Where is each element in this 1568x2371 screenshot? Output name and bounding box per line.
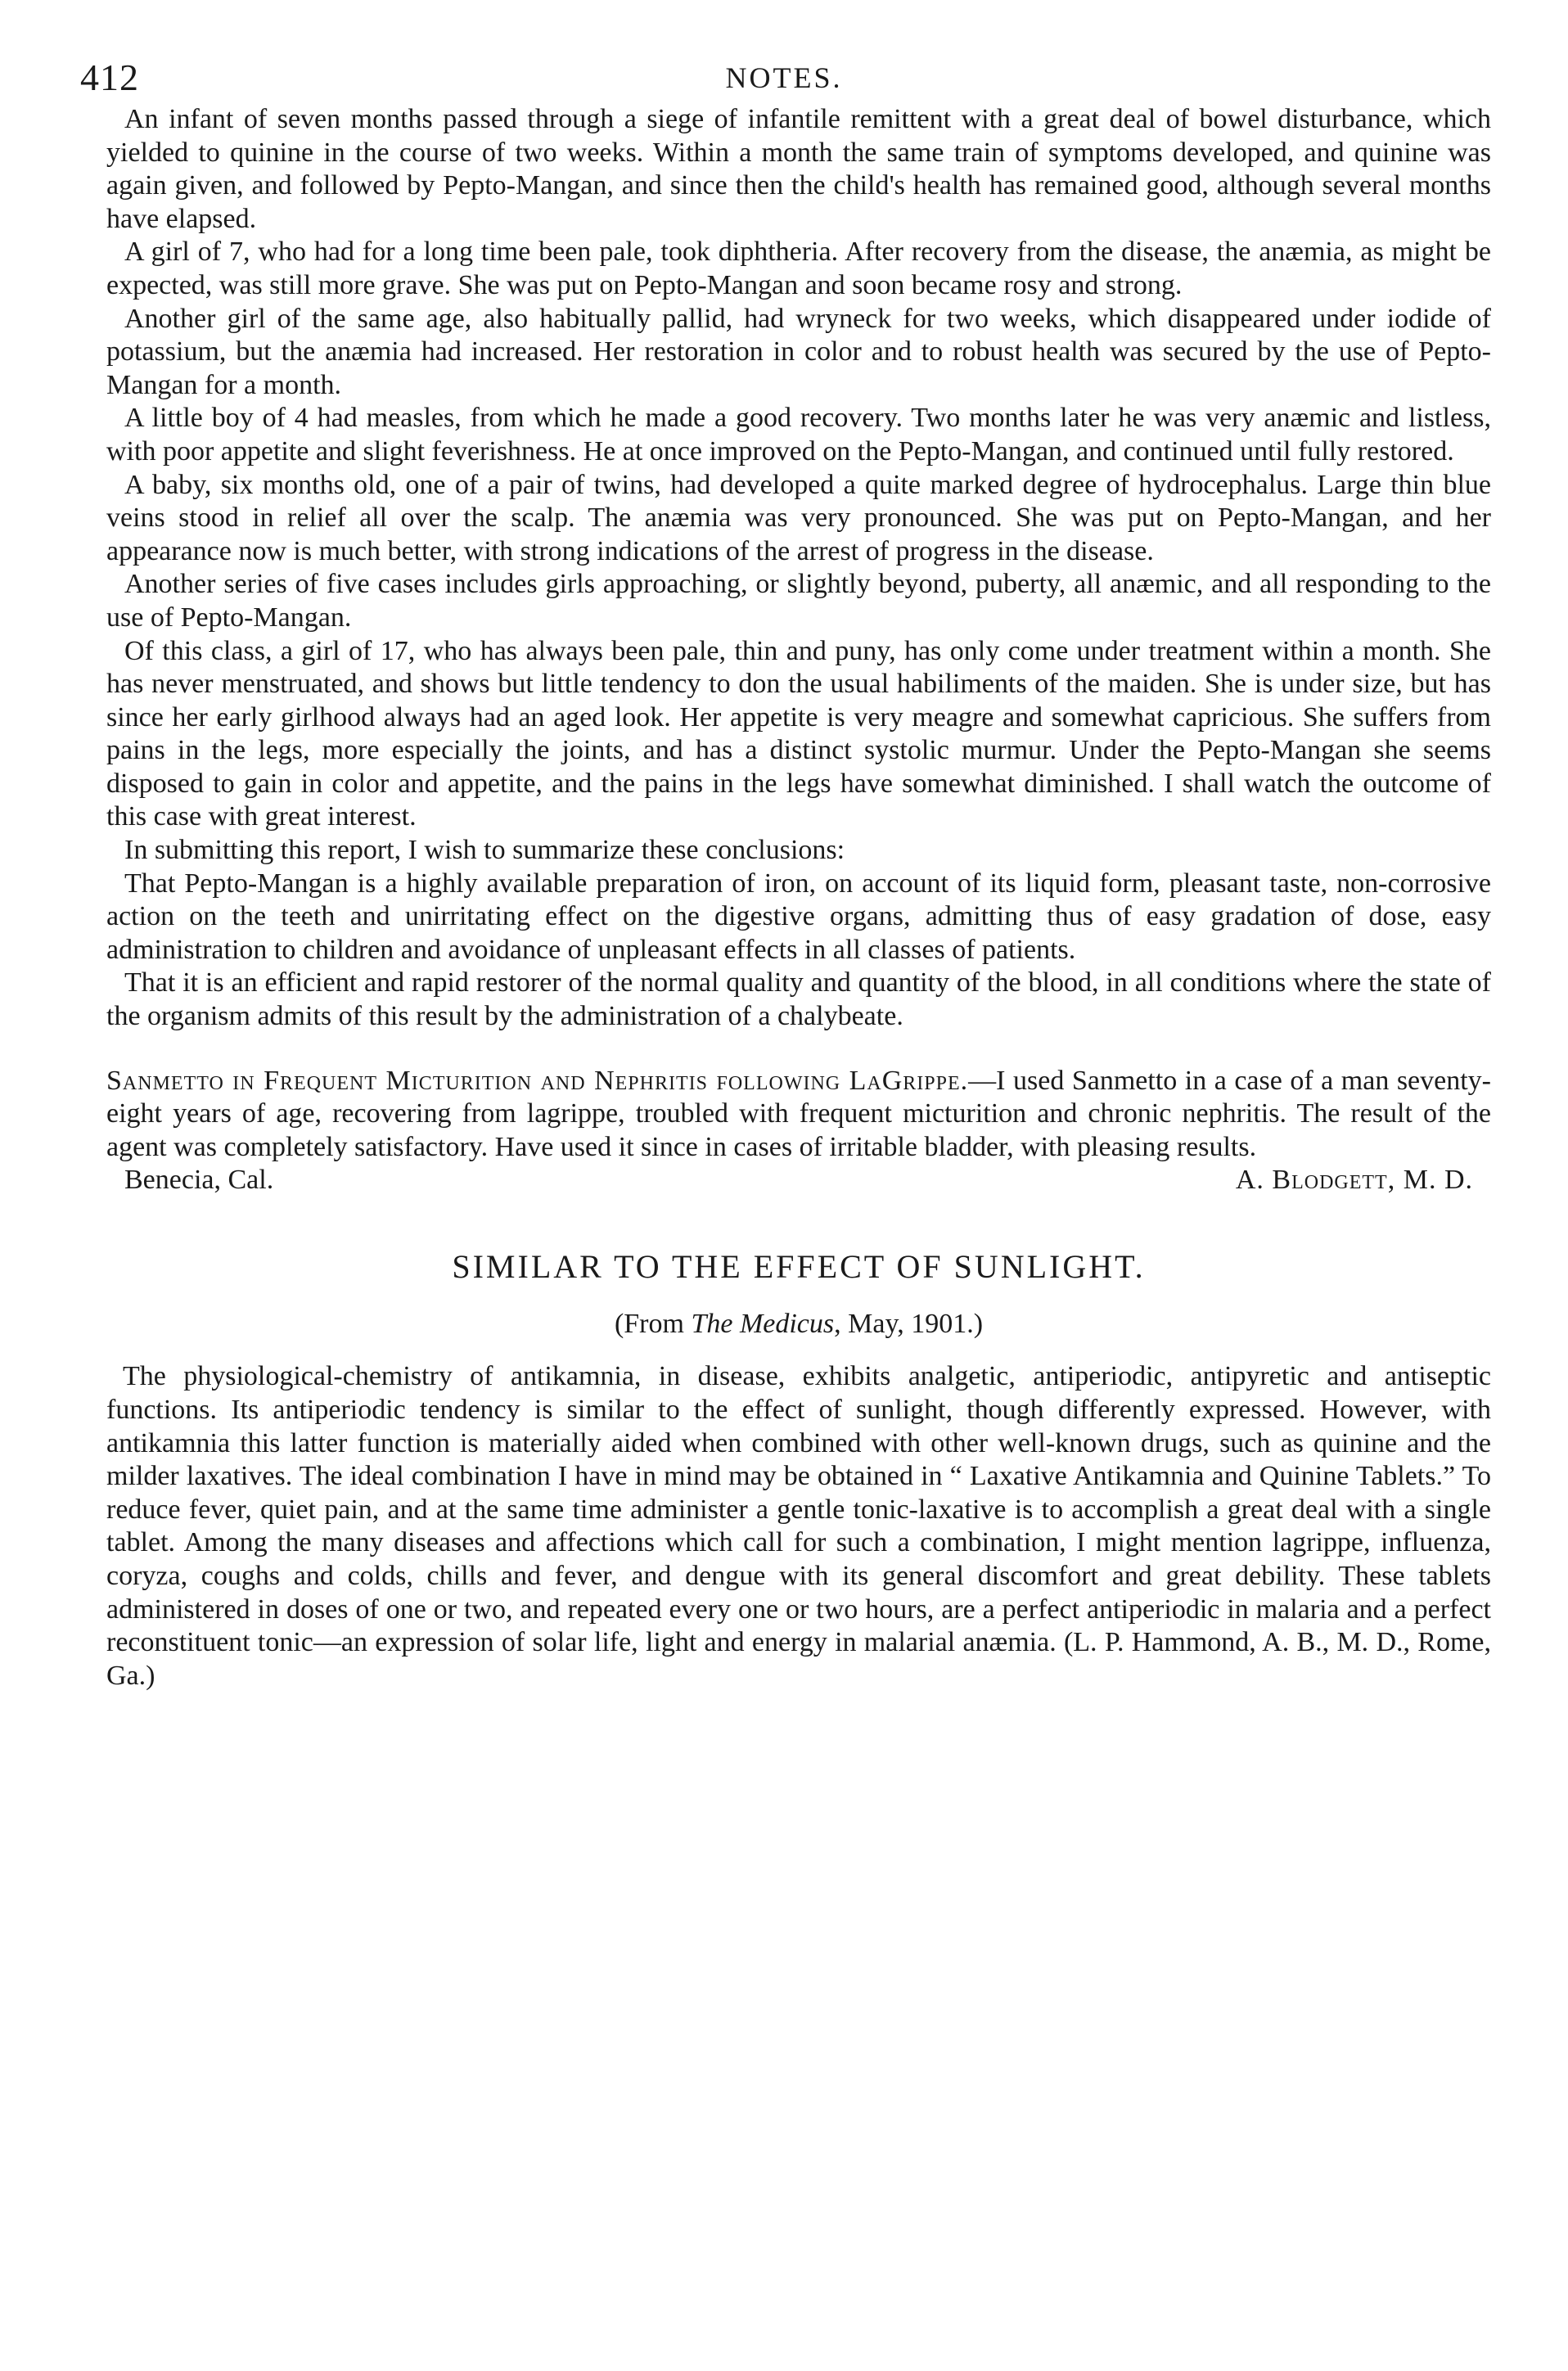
paragraph: Another series of five cases includes girls approaching, or slightly beyond, puberty, all anæmic, and all responding to the use of Pepto-Mangan. [106, 569, 1491, 633]
paragraph: Another girl of the same age, also habitually pallid, had wryneck for two weeks, which disappeared under iodide of potassium, but the anæmia had increased. Her restoration in color and to robust health was secured by the use of Pepto-Mangan for a month. [106, 303, 1491, 400]
source-prefix: (From [614, 1309, 692, 1340]
page-content [106, 103, 1491, 1693]
signature-author: A. Blodgett, M. D. [1235, 1165, 1473, 1196]
spacer [106, 1034, 1491, 1065]
running-head: NOTES. [725, 61, 843, 94]
article-title: SIMILAR TO THE EFFECT OF SUNLIGHT. [452, 1248, 1146, 1286]
paragraph: That Pepto-Mangan is a highly available preparation of iron, on account of its liquid form, pleasant taste, non-corrosive action on the teeth and unirritating effect on the digestive organs, admitting thus of easy gradation of dose, easy administration to children and avoidance of unpleasant effects in all classes of patients. [106, 868, 1491, 965]
paragraph: A girl of 7, who had for a long time been pale, took diphtheria. After recovery from the disease, the anæmia, as might be expected, was still more grave. She was put on Pepto-Mangan and soon became rosy and strong. [106, 237, 1491, 300]
sanmetto-heading: Sanmetto in Frequent Micturition and Nephritis following LaGrippe. [106, 1065, 969, 1096]
paragraph: Of this class, a girl of 17, who has always been pale, thin and puny, has only come under treatment within a month. She has never menstruated, and shows but little tendency to don the usual habiliments of the maiden. She is under size, but has since her early girlhood always had an aged look. Her appetite is very meagre and somewhat capricious. She suffers from pains in the legs, more especially the joints, and has a distinct systolic murmur. Under the Pepto-Mangan she seems disposed to gain in color and appetite, and the pains in the legs have somewhat diminished. I shall watch the outcome of this case with great interest. [106, 635, 1491, 832]
paragraph: A little boy of 4 had measles, from which he made a good recovery. Two months later he was very anæmic and listless, with poor appetite and slight feverishness. He at once improved on the Pepto-Mangan, and continued until fully restored. [106, 403, 1491, 467]
page-number: 412 [80, 56, 139, 98]
article-body: The physiological-chemistry of antikamnia, in disease, exhibits analgetic, antiperiodic, antipyretic and antiseptic functions. Its antiperiodic tendency is similar to the effect of sunlight, though differently expressed. However, with antikamnia this latter function is materially aided when combined with other well-known drugs, such as quinine and the milder laxatives. The ideal combination I have in mind may be obtained in “ Laxative Antikamnia and Quinine Tablets.” To reduce fever, quiet pain, and at the same time administer a gentle tonic-laxative is to accomplish a great deal with a single tablet. Among the many diseases and affections which call for such a combination, I might mention lagrippe, influenza, coryza, coughs and colds, chills and fever, and dengue with its general discomfort and great debility. These tablets administered in doses of one or two, and repeated every one or two hours, are a perfect antiperiodic in malaria and a perfect reconstituent tonic—an expression of solar life, light and energy in malarial anæmia. (L. P. Hammond, A. B., M. D., Rome, Ga.) [106, 1361, 1491, 1691]
paragraph: That it is an efficient and rapid restorer of the normal quality and quantity of the blood, in all conditions where the state of the organism admits of this result by the administration of a chalybeate. [106, 967, 1491, 1032]
sanmetto-body: —I used Sanmetto in a case of a man seventy-eight years of age, recovering from lagrippe, troubled with frequent micturition and chronic nephritis. The result of the agent was completely satisfactory. Have used it since in cases of irritable bladder, with pleasing results. [106, 1065, 1492, 1162]
sanmetto-paragraph [106, 1065, 1491, 1165]
signature-place: Benecia, Cal. [124, 1165, 274, 1196]
article-source [106, 1308, 1491, 1341]
source-journal: The Medicus [691, 1309, 835, 1340]
page-header [80, 56, 1488, 105]
source-suffix: , May, 1901.) [834, 1309, 984, 1340]
sanmetto-note [106, 1065, 1491, 1197]
signature-line [106, 1164, 1491, 1197]
case-reports [106, 103, 1491, 1034]
paragraph: An infant of seven months passed through a siege of infantile remittent with a great deal of bowel disturbance, which yielded to quinine in the course of two weeks. Within a month the same train of symptoms developed, and quinine was again given, and followed by Pepto-Mangan, and since then the child's health has remained good, although several months have elapsed. [106, 104, 1491, 234]
paragraph: In submitting this report, I wish to summarize these conclusions: [124, 835, 845, 866]
paragraph: A baby, six months old, one of a pair of twins, had developed a quite marked degree of hydrocephalus. Large thin blue veins stood in relief all over the scalp. The anæmia was very pronounced. She was put on Pepto-Mangan, and her appearance now is much better, with strong indications of the arrest of progress in the disease. [106, 469, 1491, 566]
